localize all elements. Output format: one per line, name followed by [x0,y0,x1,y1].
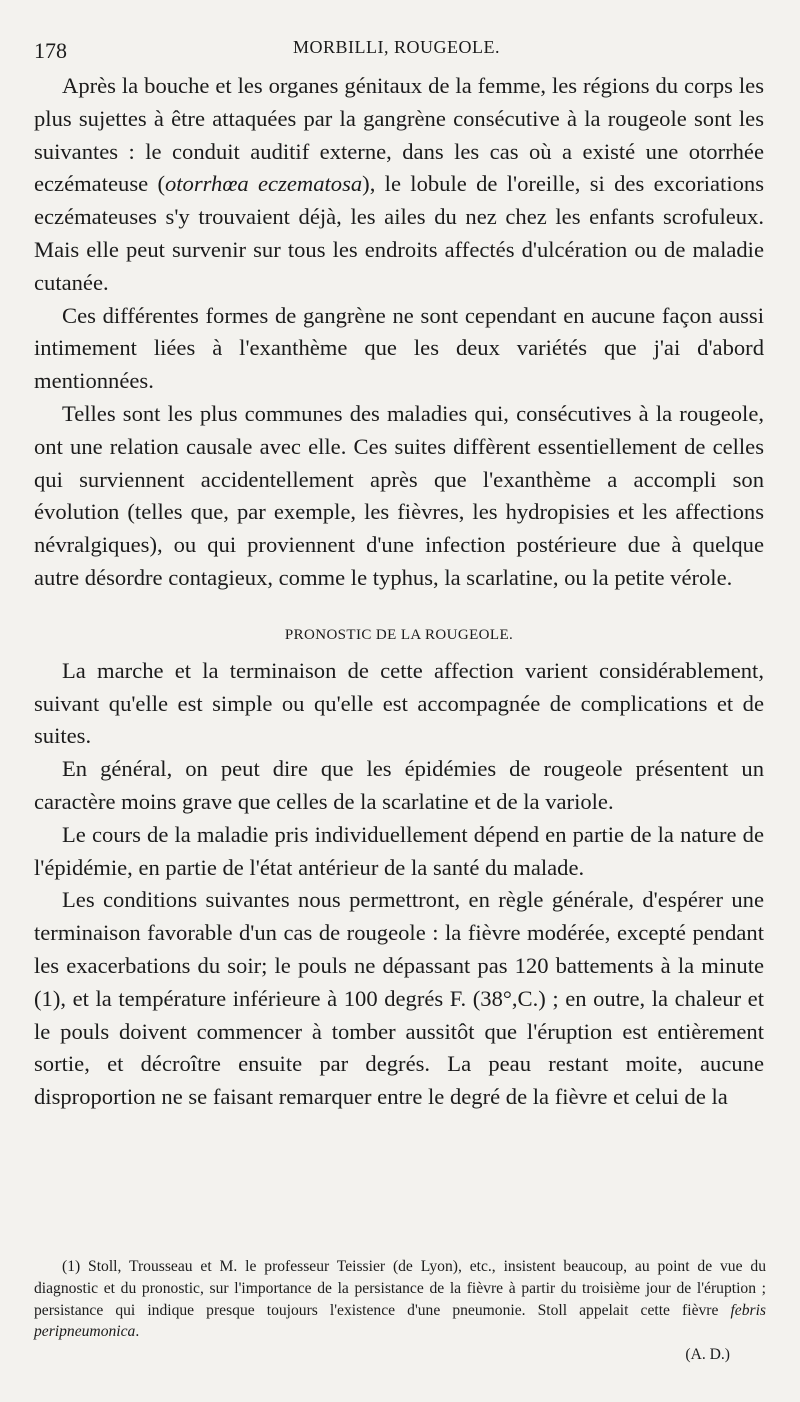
footnote-text [34,1256,766,1343]
main-text [34,70,764,1114]
paragraph: En général, on peut dire que les épidémies de rougeole présentent un caractère moins grave que celles de la scarlatine et de la variole. [34,756,764,814]
paragraph: Le cours de la maladie pris individuellement dépend en partie de la nature de l'épidémie, en partie de l'état antérieur de la santé du malade. [34,821,764,880]
running-title: MORBILLI, ROUGEOLE. [293,37,500,57]
footnote-body: (1) Stoll, Trousseau et M. le professeur Teissier (de Lyon), etc., insistent beaucoup, au point de vue du diagnostic et du pronostic, sur l'importance de la persistance de la fièvre à partir du troisième jour de l'éruption ; persistance qui indique presque toujours l'existence d'une pneumonie. Stoll appelait cette fièvre [34,1258,766,1319]
paragraph: Les conditions suivantes nous permettront, en règle générale, d'espérer une terminaison favorable d'un cas de rougeole : la fièvre modérée, excepté pendant les exacerbations du soir; le pouls ne dépassant pas 120 battements à la minute (1), et la température inférieure à 100 degrés F. (38°,C.) ; en outre, la chaleur et le pouls doivent commencer à tomber aussitôt que l'éruption est entièrement sortie, et décroître ensuite par degrés. La peau restant moite, aucune disproportion ne se faisant remarquer entre le degré de la fièvre et celui de la [34,887,764,1110]
paragraph-text: Après la bouche et les organes génitaux de la femme, les régions du corps les plus sujettes à être attaquées par la gangrène consécutive à la rougeole sont les suivantes : le conduit auditif externe, dans les cas où a existé une otorrhée eczémateuse ( [34,73,764,197]
italic-term: otorrhœa eczematosa [164,171,363,197]
footnote-signature: (A. D.) [685,1346,730,1364]
italic-term: febris peripneumonica [34,1301,766,1341]
page-number: 178 [34,38,67,63]
footnote [34,1256,766,1366]
paragraph [34,70,764,300]
section-heading: PRONOSTIC DE LA ROUGEOLE. [284,626,514,643]
paragraph: La marche et la terminaison de cette affection varient considérablement, suivant qu'elle est simple ou qu'elle est accompagnée de complications et de suites. [34,657,764,749]
paragraph: Telles sont les plus communes des maladies qui, consécutives à la rougeole, ont une relation causale avec elle. Ces suites diffèrent essentiellement de celles qui surviennent accidentellement après que l'exanthème a accompli son évolution (telles que, par exemple, les fièvres, les hydropisies et les affections névralgiques), ou qui proviennent d'une infection postérieure due à quelque autre désordre contagieux, comme le typhus, la scarlatine, ou la petite vérole. [34,400,764,590]
footnote-end: . [135,1323,140,1341]
paragraph: Ces différentes formes de gangrène ne sont cependant en aucune façon aussi intimement liées à l'exanthème que les deux variétés que j'ai d'abord mentionnées. [34,302,764,394]
paragraph-text: ), le lobule de l'oreille, si des excoriations eczémateuses s'y trouvaient déjà, les ailes du nez chez les enfants scrofuleux. Mais elle peut survenir sur tous les endroits affectés d'ulcération ou de maladie cutanée. [34,171,764,295]
